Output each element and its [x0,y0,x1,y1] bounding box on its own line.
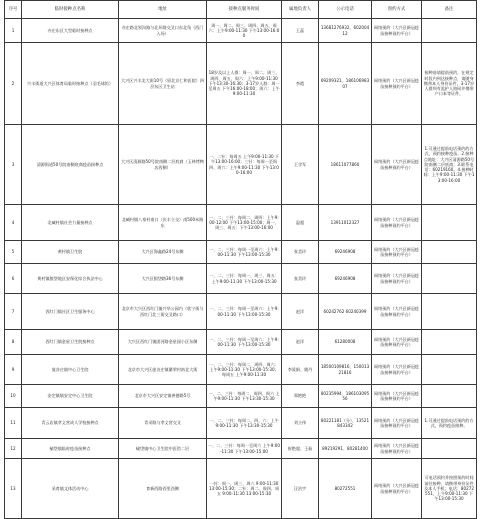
booking-method: 网络预约（大兴区新冠疫苗接种预约平台） [372,43,422,125]
local-contact: 张美玲 [282,264,319,294]
vaccination-sites-table [4,0,477,519]
service-hours: 18岁及以上人群：周一、周二、周三、周四、周五、周六：上午9:00-11:30 下午13:30-16:30；3-17岁人群：周一至周五 下午16:00-18:00；周六：上午9:00-11:30 [207,43,282,125]
booking-method: 网络预约（大兴区新冠疫苗接种预约平台） [372,264,422,294]
service-hours: 一、二、三针：每周二、四、六：上午9:00-11:30 下午13:30-15:30 [207,408,282,439]
remark [422,19,477,43]
service-hours: 一、二、三针：每周二、周四、周六 上午9:00-11:30 下午13:30-15:30 [207,385,282,408]
booking-method: 网络预约（大兴区新冠疫苗接种预约平台） [372,125,422,205]
header-booking: 预约方式 [372,1,422,19]
service-hours: 一、二、三针：每周一至周六 上午9:00-11:30 下午13:00-15:00 [207,439,282,459]
table-row [5,459,477,519]
service-hours: 一、二、三针：每周二、周四、周六：上午9:00-11:30 下午13:00-15:30；每周五 上午9:00-11:30 [207,355,282,385]
local-contact: 刘立伟 [282,408,319,439]
site-name: 亦庄东区大型临时接种点 [22,19,119,43]
booking-method: 网络预约（大兴区新冠疫苗接种预约平台） [372,459,422,519]
public-phone: 69209321、18610698307 [319,43,372,125]
booking-method: 网络预约（大兴区新冠疫苗接种预约平台） [372,294,422,330]
public-phone: 18611077860 [319,125,372,205]
remark: 1.可通过提前电话预约的方式，预约接种疫苗。2.接种点地址：大兴区清源路50号院南侧二层底商；3.联系电话：60219160。4.接种时间：上午9:00-11:30 下午13:00-16:00 [422,125,477,205]
public-phone: 61280008 [319,330,372,355]
public-phone: 80272551 [319,459,372,519]
local-contact: 赵洋 [282,294,319,330]
table-row [5,43,477,125]
booking-method: 网络预约（大兴区新冠疫苗接种预约平台） [372,241,422,264]
header-name: 临时接种点名称 [22,1,119,19]
remark [422,264,477,294]
header-hours: 接种点服务时间 [207,1,282,19]
table-row [5,330,477,355]
local-contact: 李霞 [282,43,319,125]
public-phone: 69246908 [319,241,372,264]
site-name: 黄村镇狼垡地区安保化综合执法中心 [22,264,119,294]
public-phone: 18500109816、15001321816 [319,355,372,385]
row-number: 3 [5,125,22,205]
site-address: 青采路与孝义营交叉 [119,408,207,439]
table-row [5,241,477,264]
local-contact: 赵洋 [282,330,319,355]
site-address: 北京市大兴区安定镇善德路5号 [119,385,207,408]
local-contact: 崔艳超、王茹 [282,439,319,459]
booking-method: 网络预约（大兴区新冠疫苗接种预约平台） [372,355,422,385]
booking-method: 网络预约（大兴区新冠疫苗接种预约平台） [372,19,422,43]
site-address: 榆垡镇中心卫生院中医馆二层 [119,439,207,459]
site-name: 清源街道50号院南侧底商疫苗接种点 [22,125,119,205]
local-contact: 汪治宇 [282,459,319,519]
row-number: 11 [5,408,22,439]
site-name: 青云店镇孝义营成人学校接种点 [22,408,119,439]
row-number: 9 [5,355,22,385]
public-phone: 69246908 [319,264,372,294]
public-phone: 13681276932、60200412 [319,19,372,43]
site-name: 北臧村镇社会力量接种点 [22,205,119,241]
public-phone: 60242762 60240399 [319,294,372,330]
remark [422,205,477,241]
row-number: 13 [5,459,22,519]
remark [422,355,477,385]
remark [422,385,477,408]
site-address: 大兴区西红门镇团河路金星园小区东侧 [119,330,207,355]
service-hours: 一、二、三针：每周一至周六：上午9:00-11:30 下午13:00-15:30 [207,241,282,264]
local-contact: 温超 [282,205,319,241]
service-hours: 一、二针：每周五 上午9:00-11:30 下午13:00-16:00；三针：每周一至周四、周六：上午9:00-11:30 下午13:00-16:00 [207,125,282,205]
header-phone: 公示电话 [319,1,372,19]
site-address: 大兴区兴丰北大街10号（原北京仁和医院）四层东区卫生站 [119,43,207,125]
table-row [5,385,477,408]
table-row [5,125,477,205]
table-row [5,205,477,241]
site-address: 大兴区清源路50号院南侧二层底商（玉林烤鸭店西侧） [119,125,207,205]
site-name: 兴丰街道大兴区体育局临时接种点（羽毛球馆） [22,43,119,125]
header-row [5,1,477,19]
booking-method: 网络预约（大兴区新冠疫苗接种预约平台） [372,205,422,241]
remark [422,294,477,330]
site-name: 西红门镇金星卫生院接种点 [22,330,119,355]
row-number: 7 [5,294,22,330]
site-name: 庞各庄镇中心卫生院 [22,355,119,385]
remark: 1.可通过提前电话预约的方式，预约疫苗接种。 [422,408,477,439]
header-note: 备注 [422,1,477,19]
row-number: 4 [5,205,22,241]
site-address: 大兴区海鑫路24号东侧 [119,241,207,264]
service-hours: 一、二、三针：每周一、周三、周五：上午9:00-11:30 下午13:00-15:30 [207,264,282,294]
public-phone: 89219291、80281400 [319,439,372,459]
public-phone: 13911012327 [319,205,372,241]
site-address: 北臧村镇八家村南口（庆丰立交）南500米路东 [119,205,207,241]
site-name: 榆垡镇临时疫苗接种点 [22,439,119,459]
site-name: 西红门镇社区卫生服务中心 [22,294,119,330]
row-number: 1 [5,19,22,43]
site-address: 北京市大兴区西红门镇兴华公园内（欣宁街与西红门北三街交叉路口） [119,294,207,330]
local-contact: 王学军 [282,125,319,205]
local-contact: 张美玲 [282,241,319,264]
row-number: 10 [5,385,22,408]
table-row [5,408,477,439]
local-contact: 李爱娟、姚丹 [282,355,319,385]
booking-method: 网络预约（大兴区新冠疫苗接种预约平台） [372,385,422,408]
header-person: 属地负责人 [282,1,319,19]
header-no: 序号 [5,1,22,19]
site-address: 亦庄路北领沟路与北环路交叉口东北角（西门入场） [119,19,207,43]
table-row [5,19,477,43]
remark [422,330,477,355]
table-row [5,439,477,459]
local-contact: 郑艳艳 [282,385,319,408]
site-address: 大兴区狼垡路36号东侧 [119,264,207,294]
remark [422,439,477,459]
row-number: 8 [5,330,22,355]
row-number: 6 [5,264,22,294]
booking-method: 网络预约（大兴区新冠疫苗接种预约平台） [372,330,422,355]
service-hours: 一、二、三针：每周二、周四：上午9:00-12:00 下午13:00-15:00；周一、周三、周五：下午13:00-16:00 [207,205,282,241]
remark: 接种前请提前预约，在规定时段内到达接种点，请随身携带本人身份证件，3-17岁人群须有监护人陪同并携带户口本等证件。 [422,43,477,125]
site-address: 北京市大兴区庞各庄镇繁荣村南北大街 [119,355,207,385]
service-hours: 一、二、三针：每周一至周六：上午9:00-11:30 下午13:00-15:30 [207,294,282,330]
remark: 可电话预约并按照预约时间前往接种，请携带身份证件及本人手机；电话：80272551，上午9:00-11:30 下午13:00-15:30 [422,459,477,519]
service-hours: 周一、周二、周三、周四、周五、周六：上午9:00-11:30 下午13:00-16:00 [207,19,282,43]
row-number: 12 [5,439,22,459]
remark [422,241,477,264]
table-row [5,294,477,330]
row-number: 2 [5,43,22,125]
booking-method: 网络预约（大兴区新冠疫苗接种预约平台） [372,439,422,459]
site-name: 安定镇镇安定中心卫生院 [22,385,119,408]
site-name: 采育镇文体活动中心 [22,459,119,519]
local-contact: 王蕊 [282,19,319,43]
service-hours: 一、二、三针：每周一至周六：上午9:00-11:30 下午13:00-15:30 [207,330,282,355]
service-hours: 一针：周一、周三、周六 9:00-11:30 13:00-15:30；二针：周二、周四、周五 9:00-11:30 13:00-15:30 [207,459,282,519]
public-phone: 80235994、18610309556 [319,385,372,408]
booking-method: 网络预约（大兴区新冠疫苗接种预约平台） [372,408,422,439]
site-name: 黄村镇卫生院 [22,241,119,264]
header-address: 地址 [119,1,207,19]
row-number: 5 [5,241,22,264]
table-row [5,355,477,385]
site-address: 育新西路西里西侧 [119,459,207,519]
public-phone: 80221181（分）、13521843342 [319,408,372,439]
table-row [5,264,477,294]
